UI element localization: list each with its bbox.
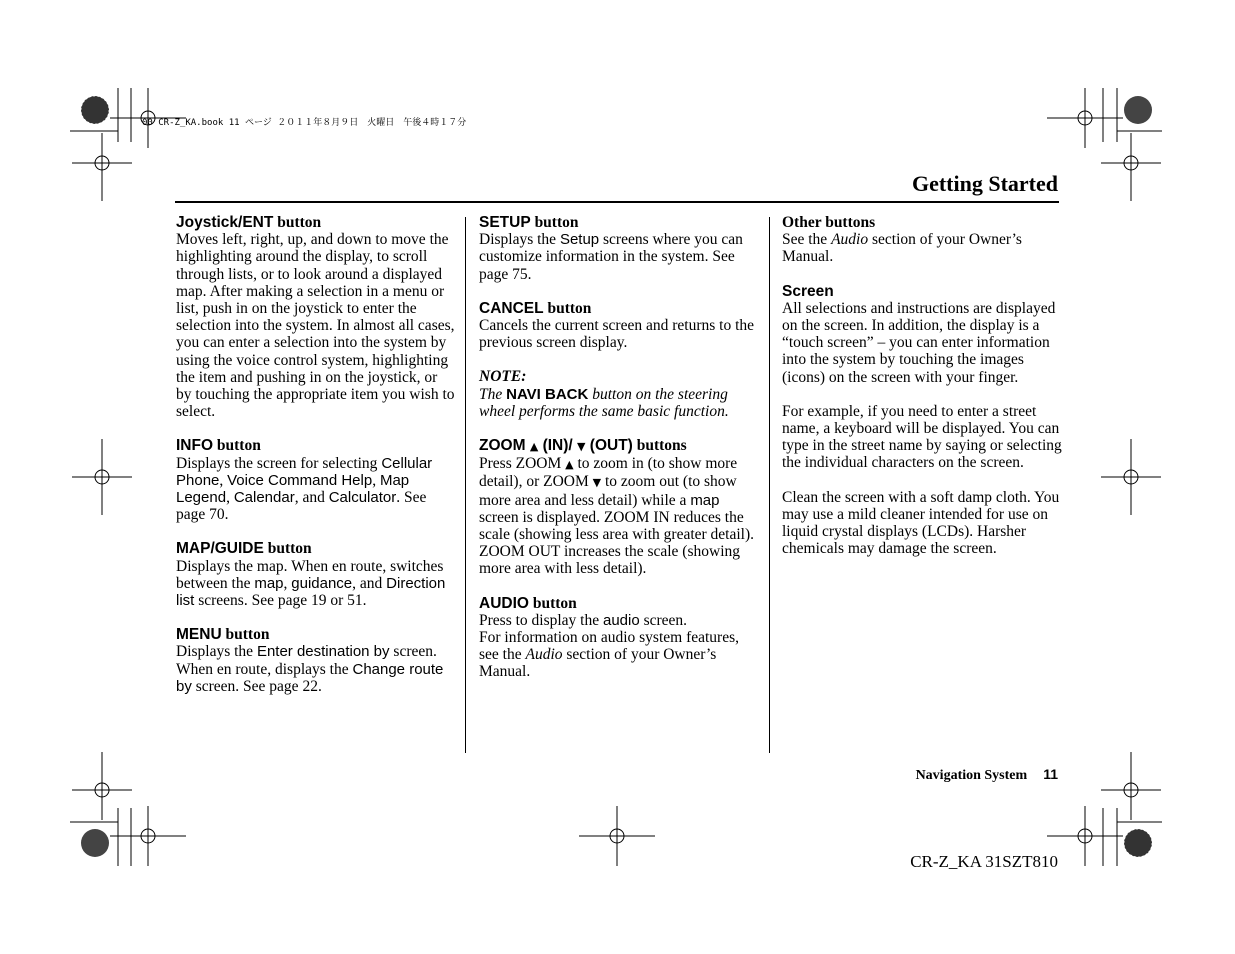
page-number: 11 <box>1043 766 1058 782</box>
zoom-in-triangle-icon: ▲ <box>529 440 539 454</box>
cancel-section: CANCEL button Cancels the current screen and returns to the previous screen display. <box>479 300 759 352</box>
note-body: The NAVI BACK button on the steering wheel performs the same basic function. <box>479 385 729 420</box>
page-footer <box>916 766 1058 784</box>
zoom-section <box>479 437 759 578</box>
other-section <box>782 214 1062 266</box>
star-target-top-right <box>1124 96 1152 124</box>
screen-body-1: All selections and instructions are displayed on the screen. In addition, the display is a “touch screen” – you can enter information into the system by touching the images (icons) on the screen with your finger. <box>782 299 1056 386</box>
column-1 <box>176 214 456 712</box>
print-slug: 00 CR-Z_KA.book 11 ページ ２０１１年８月９日 火曜日 午後４時１７分 <box>142 118 467 128</box>
menu-heading: MENU <box>176 626 222 644</box>
star-target-top-left <box>81 96 109 124</box>
audio-section: AUDIO button Press to display the audio screen. For information on audio system features, see the Audio section of your Owner’s Manual. <box>479 595 759 681</box>
info-heading: INFO <box>176 437 214 455</box>
star-target-bottom-right <box>1124 829 1152 857</box>
cancel-heading: CANCEL <box>479 299 544 317</box>
note-section <box>479 368 759 420</box>
mapguide-body: Displays the map. When en route, switches between the map, guidance, and Direction list screens. See page 19 or 51. <box>176 557 446 610</box>
menu-section: MENU button Displays the Enter destination by screen. When en route, displays the Change route by screen. See page 22. <box>176 626 456 695</box>
title-rule <box>175 201 1059 203</box>
info-section: INFO button Displays the screen for selecting Cellular Phone, Voice Command Help, Map Legend, Calendar, and Calculator. See page 70. <box>176 437 456 523</box>
screen-body-2: For example, if you need to enter a street name, a keyboard will be displayed. You can type in the street name by saying or selecting the individual characters on the screen. <box>782 402 1062 472</box>
audio-body-2: For information on audio system features, see the Audio section of your Owner’s Manual. <box>479 629 740 681</box>
screen-section <box>782 283 1062 558</box>
joystick-section: Joystick/ENT button Moves left, right, up, and down to move the highlighting around the display, to scroll through lists, or to look around a displayed map. After making a selection in a menu or list, push in on the joystick to enter the selection into the system. In almost all cases, you can enter a selection into the system by using the voice control system, highlighting the item and pushing in on the joystick, or by touching the appropriate item you wish to select. <box>176 214 455 421</box>
zoom-body: Press ZOOM ▲ to zoom in (to show more detail), or ZOOM ▼ to zoom out (to show more area and less detail) while a map screen is displayed. ZOOM IN reduces the scale (showing less area with greater detail). ZOOM OUT increases the scale (showing more area with less detail). <box>479 455 755 578</box>
document-code: CR-Z_KA 31SZT810 <box>910 852 1058 871</box>
setup-heading: SETUP <box>479 214 531 231</box>
audio-body: Press to display the audio screen. <box>479 611 688 629</box>
column-2 <box>479 214 759 698</box>
star-target-bottom-left <box>81 829 109 857</box>
footer-section: Navigation System <box>915 768 1028 783</box>
cancel-body: Cancels the current screen and returns to the previous screen display. <box>479 317 755 352</box>
screen-heading: Screen <box>782 282 834 300</box>
page-title: Getting Started <box>911 171 1058 196</box>
setup-body: Displays the Setup screens where you can customize information in the system. See page 75. <box>479 231 743 283</box>
zoom-out-triangle-icon: ▼ <box>577 440 586 454</box>
zoom-heading: ZOOM ▲ (IN)/ ▼ (OUT) buttons <box>479 437 687 455</box>
other-body: See the Audio section of your Owner’s Manual. <box>782 231 1022 266</box>
mapguide-heading: MAP/GUIDE <box>176 540 264 558</box>
mapguide-section: MAP/GUIDE button Displays the map. When en route, switches between the map, guidance, and Direction list screens. See page 19 or 51. <box>176 540 456 609</box>
joystick-body: Moves left, right, up, and down to move the highlighting around the display, to scroll through lists, or to look around a displayed map. After making a selection in a menu or list, push in on the joystick to enter the selection into the system. In almost all cases, you can enter a selection into the system by using the voice control system, highlighting the item and pushing in on the joystick, or by touching the appropriate item you wish to select. <box>176 231 455 421</box>
joystick-heading: Joystick/ENT <box>176 214 274 231</box>
audio-heading: AUDIO <box>479 594 529 612</box>
menu-body: Displays the Enter destination by screen. When en route, displays the Change route by screen. See page 22. <box>176 643 444 695</box>
other-heading: Other buttons <box>782 214 876 231</box>
column-3 <box>782 214 1062 574</box>
info-body: Displays the screen for selecting Cellular Phone, Voice Command Help, Map Legend, Calendar, and Calculator. See page 70. <box>176 454 433 524</box>
column-divider-1 <box>465 217 466 753</box>
column-divider-2 <box>769 217 770 753</box>
note-label: NOTE: <box>479 368 527 386</box>
setup-section: SETUP button Displays the Setup screens where you can customize information in the system. See page 75. <box>479 214 759 283</box>
screen-body-3: Clean the screen with a soft damp cloth. You may use a mild cleaner intended for use on liquid crystal displays (LCDs). Harsher chemicals may damage the screen. <box>782 488 1060 558</box>
